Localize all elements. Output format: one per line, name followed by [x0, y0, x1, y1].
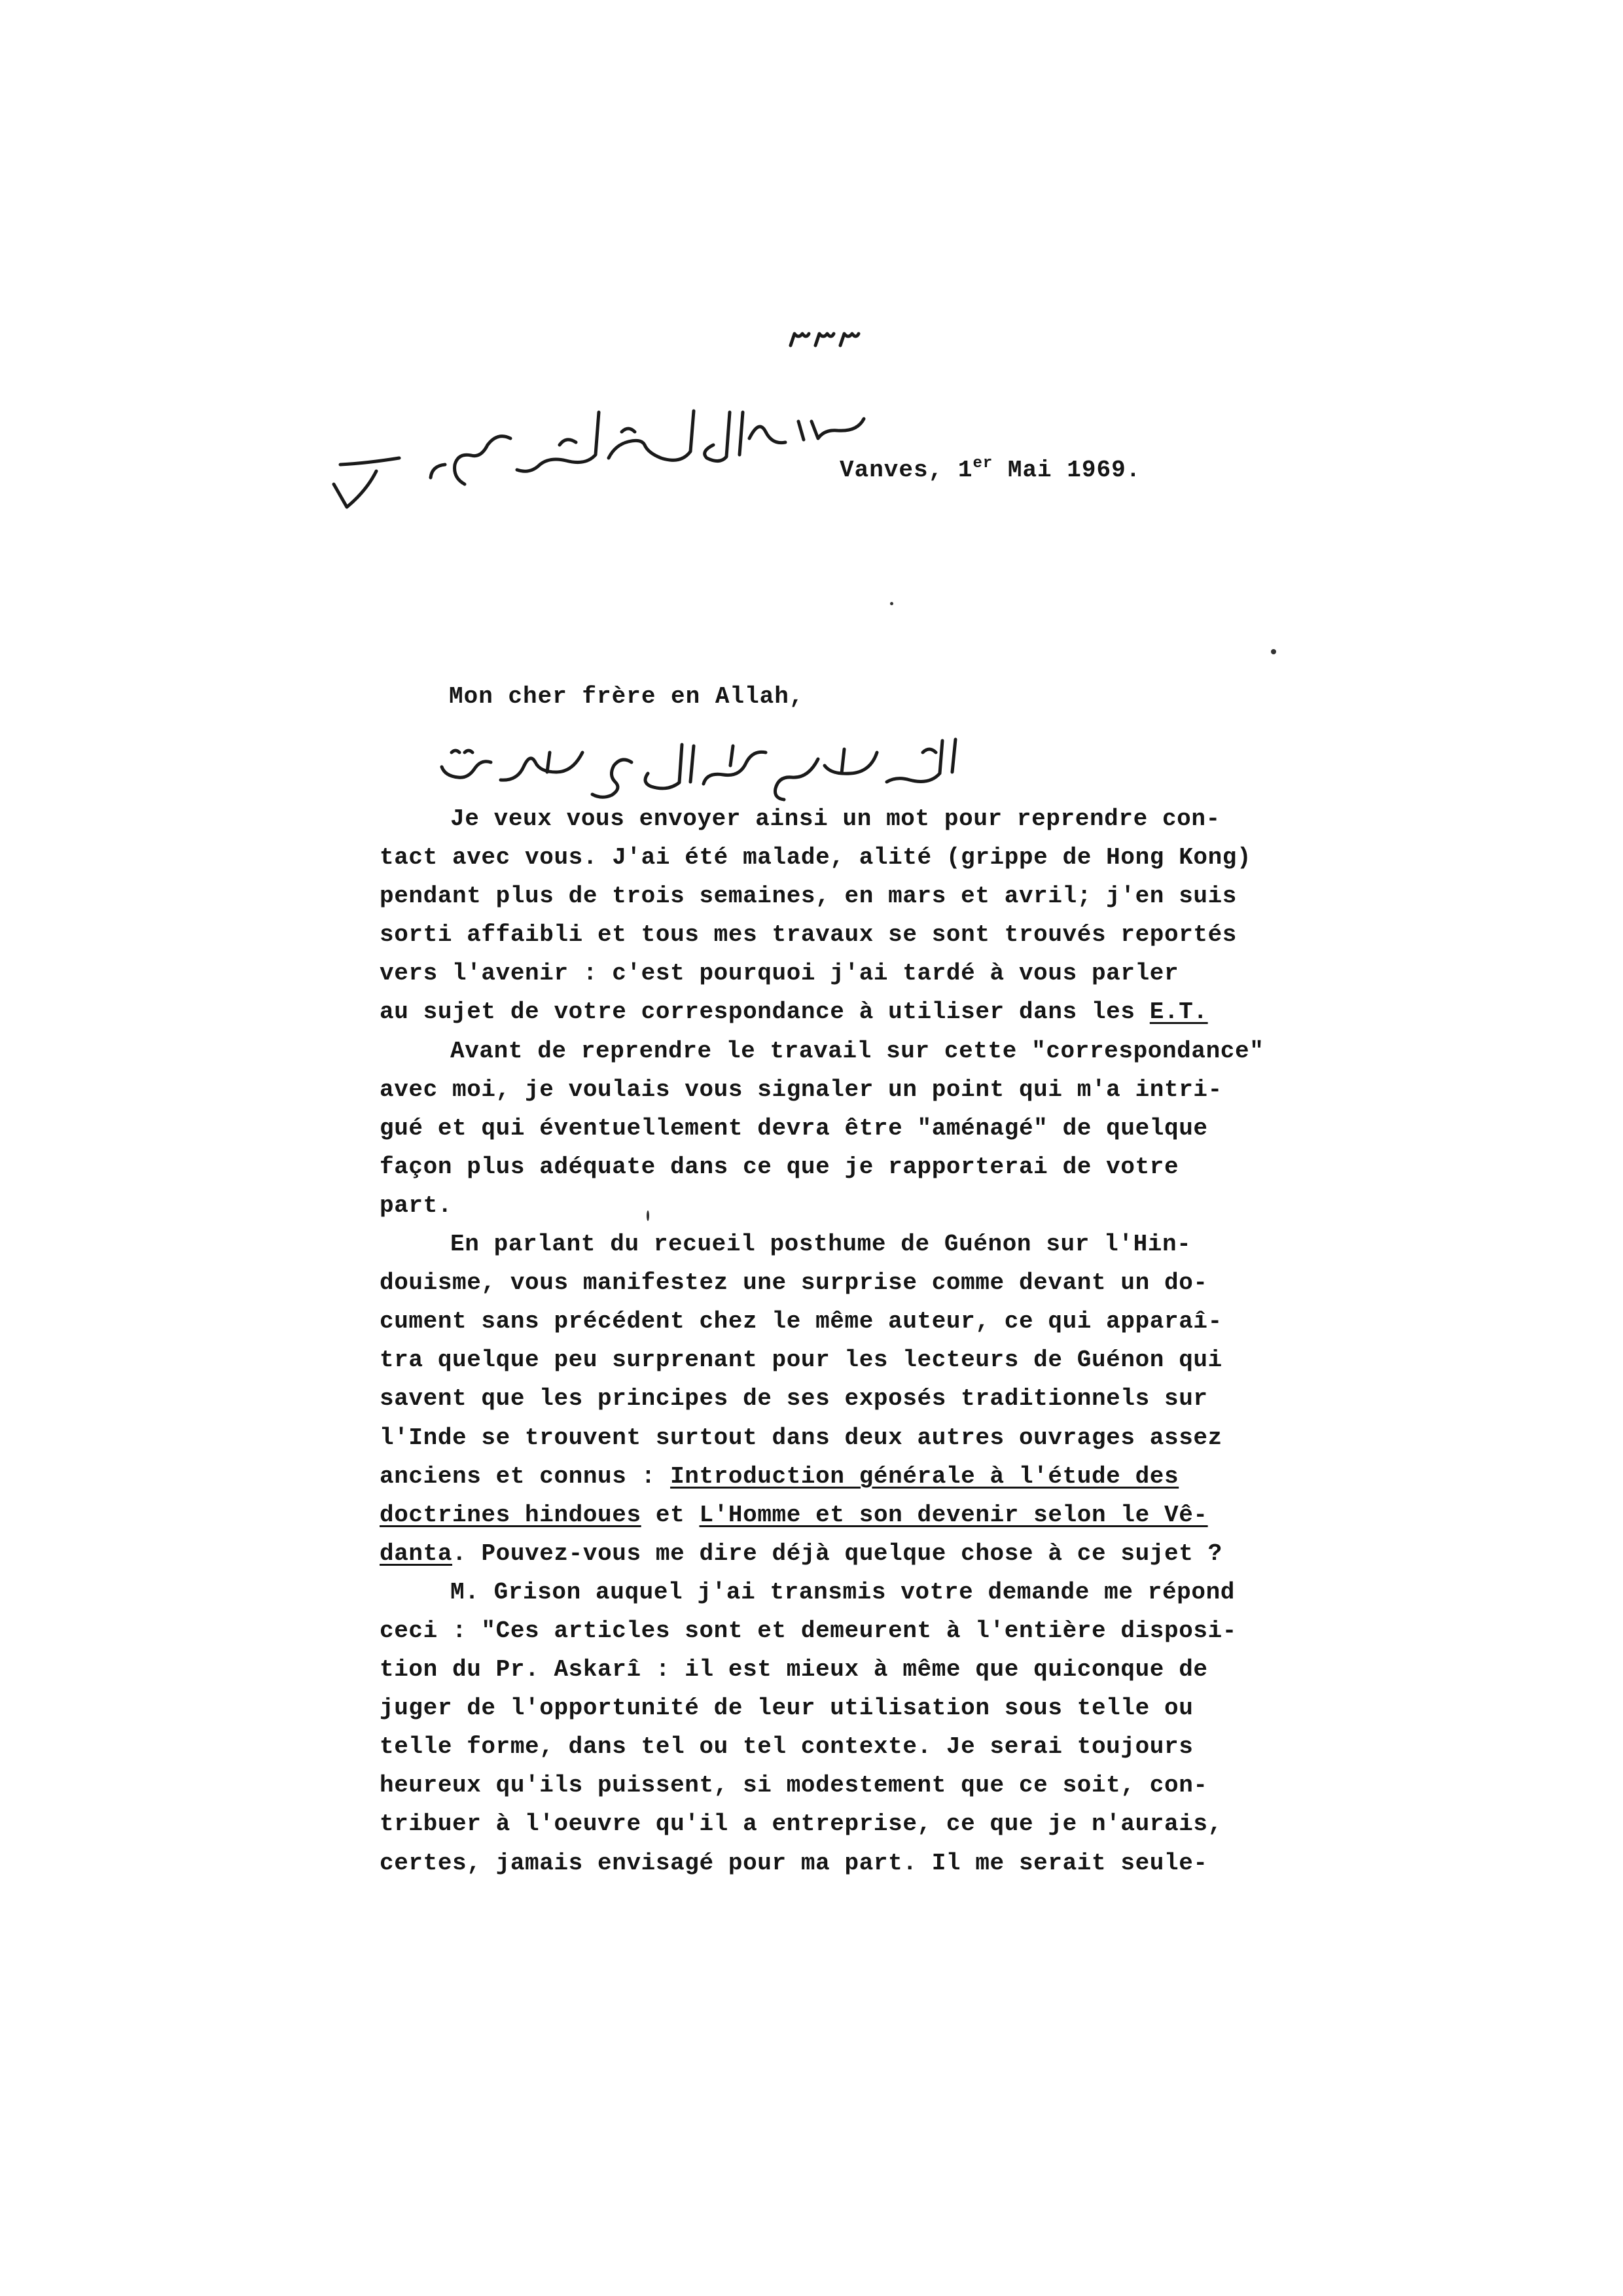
text-line: [380, 1805, 1257, 1843]
text-line: [380, 1727, 1257, 1766]
text-span: tact avec vous. J'ai été malade, alité (grippe de Hong Kong): [380, 844, 1252, 872]
text-line: [380, 1070, 1257, 1109]
text-span: En parlant du recueil posthume de Guénon sur l'Hin-: [450, 1231, 1192, 1258]
text-span: et: [641, 1501, 700, 1528]
text-line: [380, 915, 1257, 954]
underlined-title: danta: [380, 1540, 453, 1567]
text-span: certes, jamais envisagé pour ma part. Il me serait seule-: [380, 1849, 1208, 1877]
text-span: façon plus adéquate dans ce que je rapporterai de votre: [380, 1153, 1179, 1180]
text-line: [380, 1341, 1257, 1379]
salutation: Mon cher frère en Allah,: [449, 683, 804, 710]
text-line: [380, 1650, 1257, 1689]
text-line: [380, 1302, 1257, 1341]
underlined-title: doctrines hindoues: [380, 1501, 641, 1528]
text-line: [380, 1379, 1257, 1418]
page-number-handwritten: [785, 326, 864, 352]
text-span: gué et qui éventuellement devra être "aménagé" de quelque: [380, 1114, 1208, 1142]
text-line: [380, 1109, 1257, 1148]
text-span: ceci : "Ces articles sont et demeurent à l'entière disposi-: [380, 1617, 1238, 1644]
scan-speck: [890, 602, 893, 605]
scan-speck: [1271, 649, 1276, 654]
underlined-title: L'Homme et son devenir selon le Vê-: [699, 1501, 1208, 1528]
text-span: tra quelque peu surprenant pour les lecteurs de Guénon qui: [380, 1347, 1222, 1374]
text-line: [380, 954, 1257, 993]
text-line: [380, 1496, 1257, 1534]
text-span: Je veux vous envoyer ainsi un mot pour reprendre con-: [450, 805, 1221, 832]
text-line: [380, 1573, 1257, 1612]
text-line: [380, 1534, 1257, 1573]
text-line: [380, 1689, 1257, 1727]
letter-body: [380, 800, 1264, 1882]
basmala-handwritten: [419, 393, 877, 510]
text-span: pendant plus de trois semaines, en mars et avril; j'en suis: [380, 883, 1238, 910]
text-line: [380, 1419, 1257, 1457]
margin-check-mark: [327, 445, 425, 517]
text-span: l'Inde se trouvent surtout dans deux autres ouvrages assez: [380, 1424, 1222, 1451]
text-span: part.: [380, 1192, 453, 1219]
text-line: [380, 800, 1257, 838]
text-span: heureux qu'ils puissent, si modestement que ce soit, con-: [380, 1772, 1208, 1799]
text-span: anciens et connus :: [380, 1462, 671, 1490]
underlined-title: Introduction générale à l'étude des: [670, 1462, 1179, 1490]
scan-speck: [647, 1210, 649, 1221]
text-line: [380, 1186, 1257, 1225]
text-span: au sujet de votre correspondance à utiliser dans les: [380, 998, 1150, 1026]
text-line: [380, 1612, 1257, 1650]
text-span: douisme, vous manifestez une surprise comme devant un do-: [380, 1269, 1208, 1297]
text-span: telle forme, dans tel ou tel contexte. Je serai toujours: [380, 1733, 1194, 1761]
text-span: tribuer à l'oeuvre qu'il a entreprise, ce que je n'aurais,: [380, 1810, 1222, 1838]
text-line: [380, 877, 1257, 915]
text-span: sorti affaibli et tous mes travaux se sont trouvés reportés: [380, 921, 1238, 949]
text-span: avec moi, je voulais vous signaler un point qui m'a intri-: [380, 1076, 1222, 1103]
text-span: tion du Pr. Askarî : il est mieux à même que quiconque de: [380, 1656, 1208, 1684]
text-line: [380, 1844, 1257, 1882]
dateline: Vanves, 1er Mai 1969.: [840, 455, 1141, 484]
text-span: . Pouvez-vous me dire déjà quelque chose à ce sujet ?: [452, 1540, 1222, 1567]
text-line: [380, 1148, 1257, 1186]
text-line: [380, 1032, 1264, 1070]
text-line: [380, 838, 1257, 877]
text-line: [380, 1263, 1257, 1302]
text-line: [380, 1457, 1257, 1496]
text-span: cument sans précédent chez le même auteur, ce qui apparaî-: [380, 1308, 1222, 1335]
text-line: [380, 1766, 1257, 1805]
text-line: [380, 993, 1257, 1031]
salam-handwritten: [425, 726, 969, 805]
text-line: [380, 1225, 1257, 1263]
text-span: savent que les principes de ses exposés traditionnels sur: [380, 1385, 1208, 1413]
text-span: Avant de reprendre le travail sur cette "correspondance": [450, 1037, 1264, 1065]
underlined-title: E.T.: [1149, 998, 1208, 1026]
text-span: vers l'avenir : c'est pourquoi j'ai tardé à vous parler: [380, 960, 1179, 987]
text-span: juger de l'opportunité de leur utilisation sous telle ou: [380, 1695, 1194, 1722]
text-span: M. Grison auquel j'ai transmis votre demande me répond: [450, 1578, 1235, 1606]
